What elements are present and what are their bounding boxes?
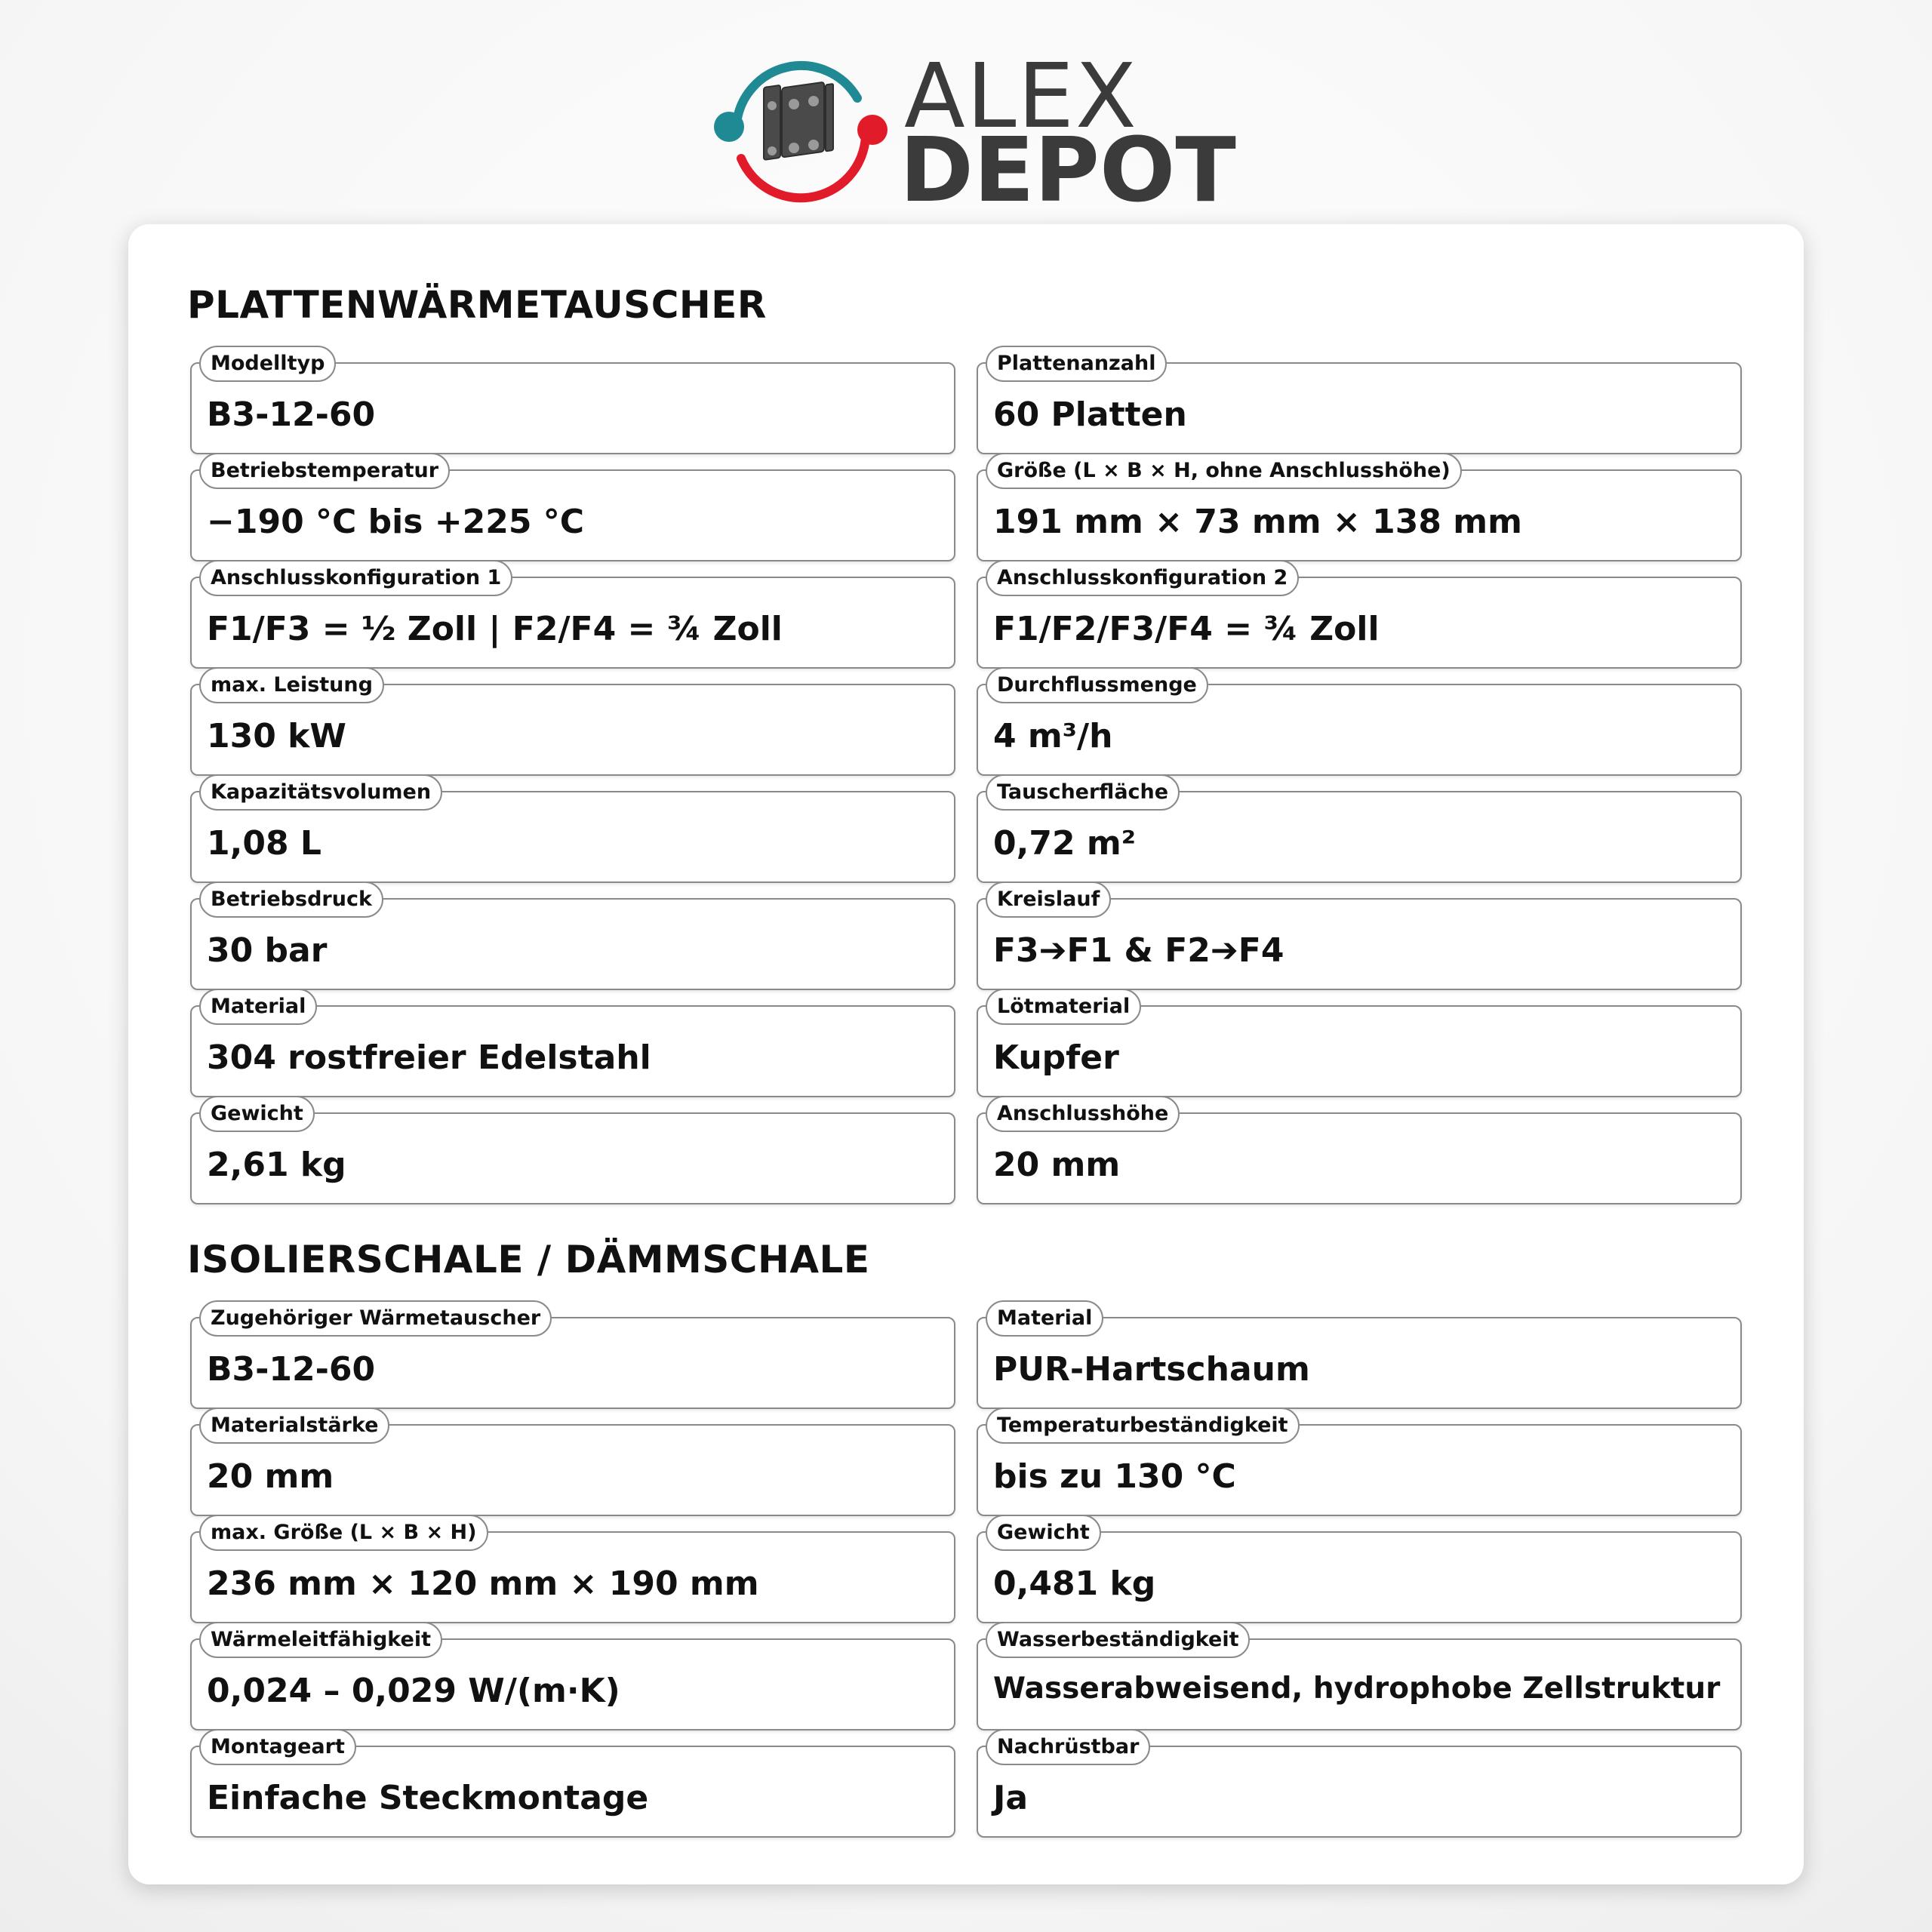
spec-field: [977, 888, 1742, 990]
spec-field-value: Einfache Steckmontage: [207, 1779, 649, 1817]
spec-field-value: B3-12-60: [207, 1350, 376, 1389]
spec-field-label: Lötmaterial: [986, 989, 1141, 1025]
spec-field-label: Anschlusskonfiguration 1: [199, 560, 512, 596]
spec-field: [190, 1628, 955, 1730]
spec-field: [977, 1735, 1742, 1838]
section-title-heat-exchanger: PLATTENWÄRMETAUSCHER: [187, 283, 767, 327]
spec-field-label: Tauscherfläche: [986, 774, 1180, 811]
spec-field: [190, 1306, 955, 1409]
spec-field-label: Montageart: [199, 1729, 356, 1765]
spec-field-value: 236 mm × 120 mm × 190 mm: [207, 1564, 759, 1603]
spec-field: [190, 352, 955, 454]
spec-field: [977, 1306, 1742, 1409]
spec-field-label: Anschlusshöhe: [986, 1096, 1180, 1132]
spec-field-value: 130 kW: [207, 717, 346, 755]
spec-field-label: Gewicht: [199, 1096, 315, 1132]
spec-field-label: max. Größe (L × B × H): [199, 1515, 488, 1551]
spec-field: [977, 995, 1742, 1097]
spec-field: [977, 673, 1742, 776]
spec-field-value: 0,481 kg: [993, 1564, 1156, 1603]
spec-field-label: Kapazitätsvolumen: [199, 774, 442, 811]
spec-field: [190, 459, 955, 561]
spec-field: [977, 1414, 1742, 1516]
spec-field-value: 0,024 – 0,029 W/(m·K): [207, 1672, 620, 1710]
spec-field-value: 20 mm: [207, 1457, 334, 1496]
plate-heat-exchanger-icon: [709, 45, 891, 219]
spec-field-value: 304 rostfreier Edelstahl: [207, 1038, 651, 1077]
spec-field-value: 60 Platten: [993, 395, 1187, 434]
spec-field: [977, 1102, 1742, 1204]
spec-field-label: Betriebstemperatur: [199, 453, 450, 489]
spec-field-value: PUR-Hartschaum: [993, 1350, 1310, 1389]
spec-field: [190, 566, 955, 669]
spec-field: [190, 995, 955, 1097]
spec-card: [128, 224, 1804, 1884]
spec-field-value: Ja: [993, 1779, 1029, 1817]
spec-field-label: Material: [986, 1300, 1103, 1337]
spec-field: [190, 1521, 955, 1623]
spec-field-label: Modelltyp: [199, 346, 336, 382]
spec-grid-insulation: [190, 1306, 1742, 1838]
spec-field-value: 2,61 kg: [207, 1146, 346, 1184]
spec-field: [190, 673, 955, 776]
spec-field-value: 4 m³/h: [993, 717, 1113, 755]
spec-field: [190, 1414, 955, 1516]
spec-field-label: Gewicht: [986, 1515, 1101, 1551]
spec-field-value: B3-12-60: [207, 395, 376, 434]
spec-field-label: Größe (L × B × H, ohne Anschlusshöhe): [986, 453, 1462, 489]
spec-field-label: Anschlusskonfiguration 2: [986, 560, 1299, 596]
spec-field-label: Temperaturbeständigkeit: [986, 1407, 1300, 1444]
spec-field-value: bis zu 130 °C: [993, 1457, 1236, 1496]
brand-name-line2: DEPOT: [900, 118, 1236, 222]
section-title-insulation: ISOLIERSCHALE / DÄMMSCHALE: [187, 1238, 870, 1281]
spec-field-label: Durchflussmenge: [986, 667, 1208, 703]
spec-field-label: Wärmeleitfähigkeit: [199, 1622, 442, 1658]
spec-field-value: Kupfer: [993, 1038, 1119, 1077]
spec-field-value: −190 °C bis +225 °C: [207, 503, 585, 541]
spec-field-value: 0,72 m²: [993, 824, 1136, 863]
spec-field-value: 1,08 L: [207, 824, 321, 863]
spec-field-label: Materialstärke: [199, 1407, 389, 1444]
spec-field: [977, 459, 1742, 561]
spec-field-value: F3➔F1 & F2➔F4: [993, 931, 1284, 970]
spec-grid-heat-exchanger: [190, 352, 1742, 1204]
spec-field-label: Wasserbeständigkeit: [986, 1622, 1250, 1658]
spec-field: [190, 780, 955, 883]
spec-field: [977, 566, 1742, 669]
spec-field: [977, 780, 1742, 883]
spec-field: [977, 1521, 1742, 1623]
spec-field-value: F1/F2/F3/F4 = ¾ Zoll: [993, 610, 1380, 648]
spec-field-label: Zugehöriger Wärmetauscher: [199, 1300, 552, 1337]
brand-logo: [709, 44, 1253, 222]
spec-field-label: max. Leistung: [199, 667, 384, 703]
spec-field-value: 30 bar: [207, 931, 328, 970]
spec-field-label: Plattenanzahl: [986, 346, 1167, 382]
spec-field: [977, 1628, 1742, 1730]
brand-name-line1: ALEX: [904, 44, 1138, 148]
spec-field: [977, 352, 1742, 454]
spec-field-value: Wasserabweisend, hydrophobe Zellstruktur: [993, 1672, 1721, 1706]
spec-field-value: F1/F3 = ½ Zoll | F2/F4 = ¾ Zoll: [207, 610, 783, 648]
spec-field-label: Betriebsdruck: [199, 881, 383, 918]
spec-field: [190, 888, 955, 990]
spec-field-value: 20 mm: [993, 1146, 1121, 1184]
spec-field-label: Nachrüstbar: [986, 1729, 1150, 1765]
spec-field-label: Kreislauf: [986, 881, 1111, 918]
spec-field: [190, 1102, 955, 1204]
spec-field: [190, 1735, 955, 1838]
spec-field-label: Material: [199, 989, 317, 1025]
spec-field-value: 191 mm × 73 mm × 138 mm: [993, 503, 1522, 541]
